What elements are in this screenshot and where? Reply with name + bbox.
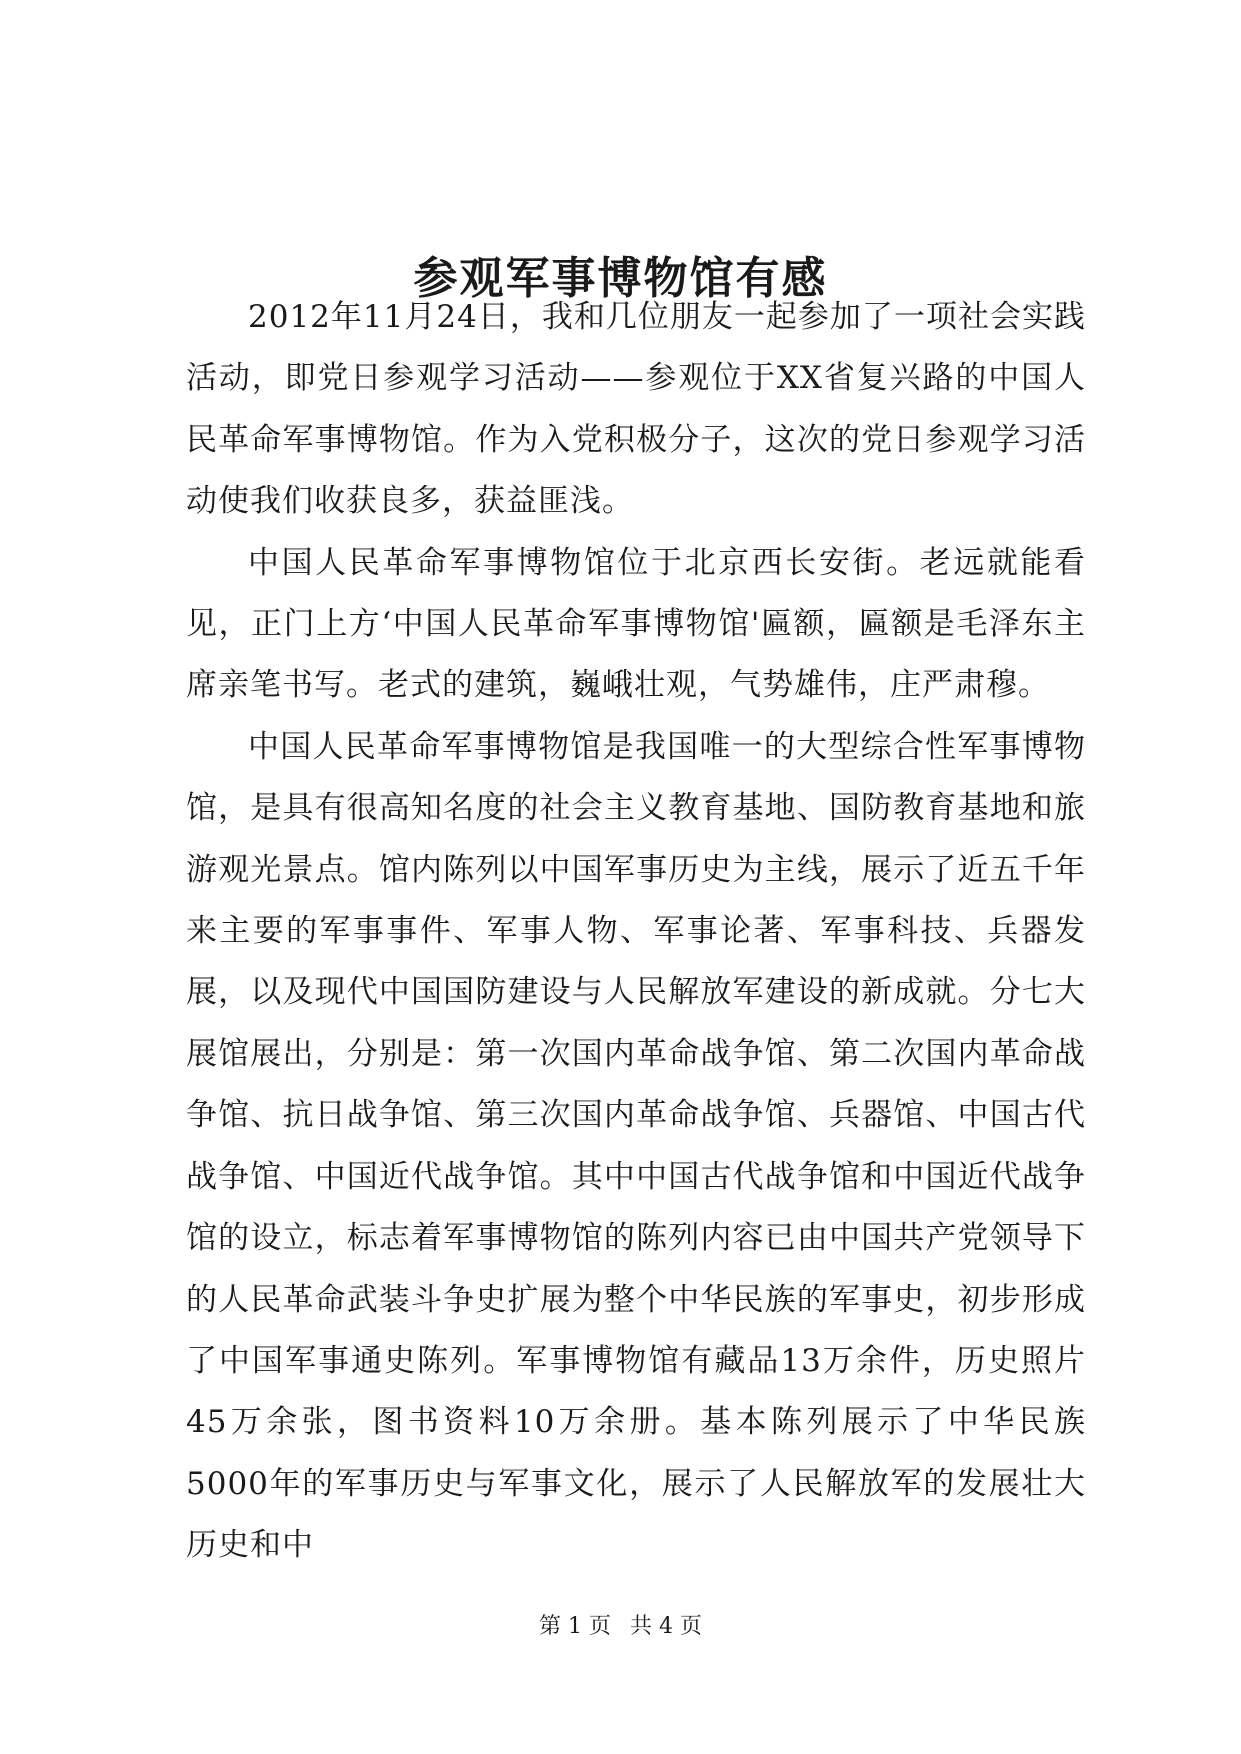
page-footer: [0, 1612, 1241, 1642]
paragraph-3: 中国人民革命军事博物馆是我国唯一的大型综合性军事博物馆，是具有很高知名度的社会主义教育基地、国防教育基地和旅游观光景点。馆内陈列以中国军事历史为主线，展示了近五千年来主要的军事事件、军事人物、军事论著、军事科技、兵器发展，以及现代中国国防建设与人民解放军建设的新成就。分七大展馆展出，分别是：第一次国内革命战争馆、第二次国内革命战争馆、抗日战争馆、第三次国内革命战争馆、兵器馆、中国古代战争馆、中国近代战争馆。其中中国古代战争馆和中国近代战争馆的设立，标志着军事博物馆的陈列内容已由中国共产党领导下的人民革命武装斗争史扩展为整个中华民族的军事史，初步形成了中国军事通史陈列。军事博物馆有藏品13万余件，历史照片45万余张，图书资料10万余册。基本陈列展示了中华民族5000年的军事历史与军事文化，展示了人民解放军的发展壮大历史和中: [186, 728, 1086, 1564]
document-body: [186, 287, 1086, 1577]
paragraph-1: 2012年11月24日，我和几位朋友一起参加了一项社会实践活动，即党日参观学习活动——参观位于XX省复兴路的中国人民革命军事博物馆。作为入党积极分子，这次的党日参观学习活动使我们收获良多，获益匪浅。: [186, 299, 1086, 520]
paragraph-2: 中国人民革命军事博物馆位于北京西长安街。老远就能看见，正门上方‘中国人民革命军事博物馆'匾额，匾额是毛泽东主席亲笔书写。老式的建筑，巍峨壮观，气势雄伟，庄严肃穆。: [186, 544, 1086, 704]
page-total: 共 4 页: [630, 1614, 702, 1639]
document-title: 参观军事博物馆有感: [413, 253, 828, 305]
page-number: 第 1 页: [539, 1614, 611, 1639]
